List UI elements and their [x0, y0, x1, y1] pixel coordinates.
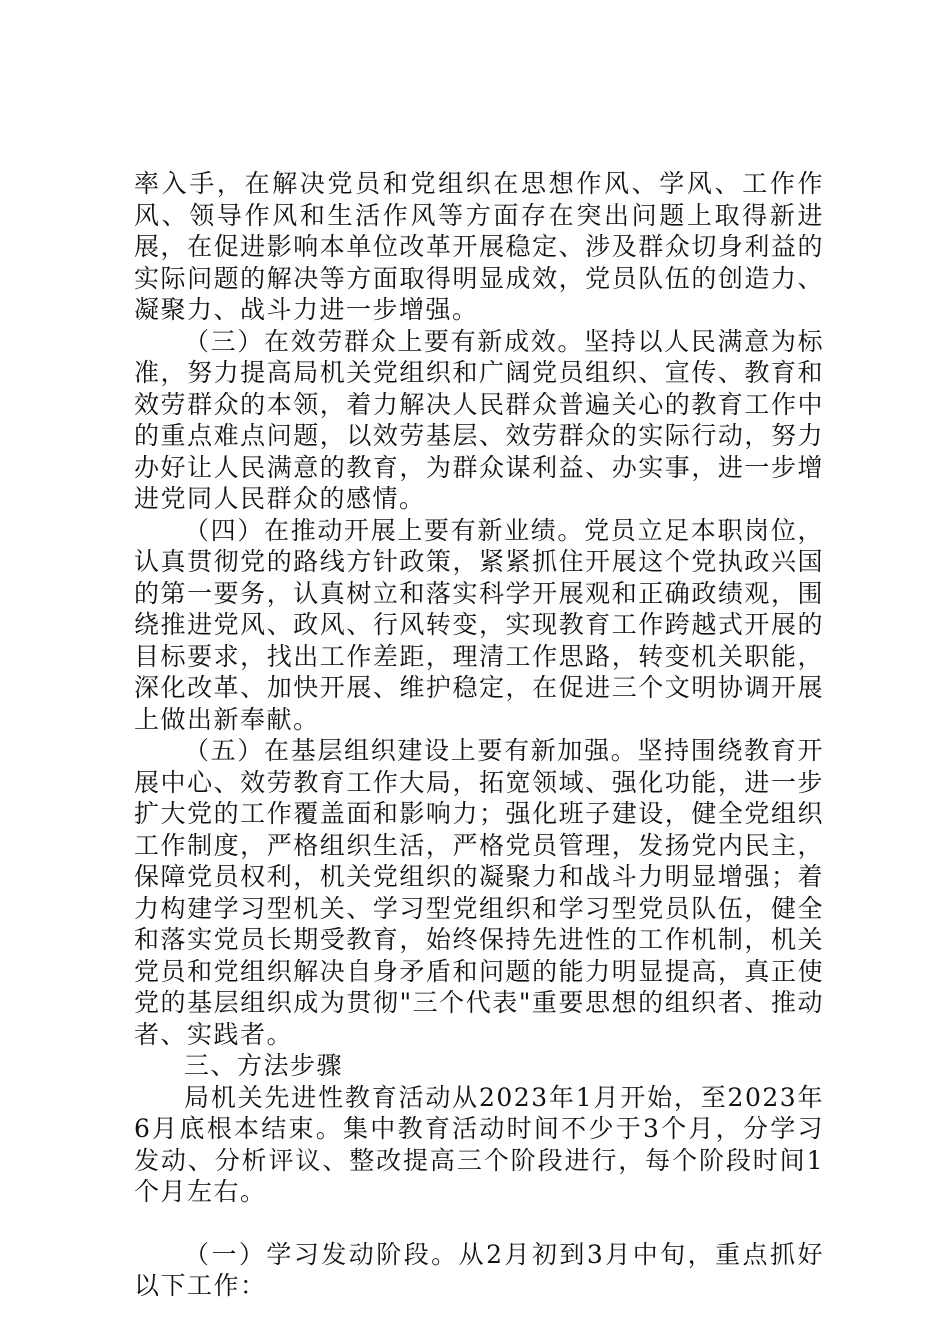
paragraph-study-phase: （一）学习发动阶段。从2月初到3月中旬，重点抓好以下工作：: [134, 1239, 824, 1300]
paragraph-section-5: （五）在基层组织建设上要有新加强。坚持围绕教育开展中心、效劳教育工作大局，拓宽领域、强化功能，进一步扩大党的工作覆盖面和影响力；强化班子建设，健全党组织工作制度，严格组织生活，严格党员管理，发扬党内民主，保障党员权利，机关党组织的凝聚力和战斗力明显增强；着力构建学习型机关、学习型党组织和学习型党员队伍，健全和落实党员长期受教育，始终保持先进性的工作机制，机关党员和党组织解决自身矛盾和问题的能力明显提高，真正使党的基层组织成为贯彻"三个代表"重要思想的组织者、推动者、实践者。: [134, 736, 824, 1049]
document-body: [134, 168, 824, 1302]
paragraph-timeline: 局机关先进性教育活动从2023年1月开始，至2023年6月底根本结束。集中教育活动时间不少于3个月，分学习发动、分析评议、整改提高三个阶段进行，每个阶段时间1个月左右。: [134, 1082, 824, 1206]
paragraph-continuation: 率入手，在解决党员和党组织在思想作风、学风、工作作风、领导作风和生活作风等方面存在突出问题上取得新进展，在促进影响本单位改革开展稳定、涉及群众切身利益的实际问题的解决等方面取得明显成效，党员队伍的创造力、凝聚力、战斗力进一步增强。: [134, 169, 824, 324]
paragraph-section-3: （三）在效劳群众上要有新成效。坚持以人民满意为标准，努力提高局机关党组织和广阔党员组织、宣传、教育和效劳群众的本领，着力解决人民群众普遍关心的教育工作中的重点难点问题，以效劳基层、效劳群众的实际行动，努力办好让人民满意的教育，为群众谋利益、办实事，进一步增进党同人民群众的感情。: [134, 326, 824, 513]
heading-methods-steps: 三、方法步骤: [184, 1051, 344, 1080]
paragraph-section-4: （四）在推动开展上要有新业绩。党员立足本职岗位，认真贯彻党的路线方针政策，紧紧抓住开展这个党执政兴国的第一要务，认真树立和落实科学开展观和正确政绩观，围绕推进党风、政风、行风转变，实现教育工作跨越式开展的目标要求，找出工作差距，理清工作思路，转变机关职能，深化改革、加快开展、维护稳定，在促进三个文明协调开展上做出新奉献。: [134, 515, 824, 734]
